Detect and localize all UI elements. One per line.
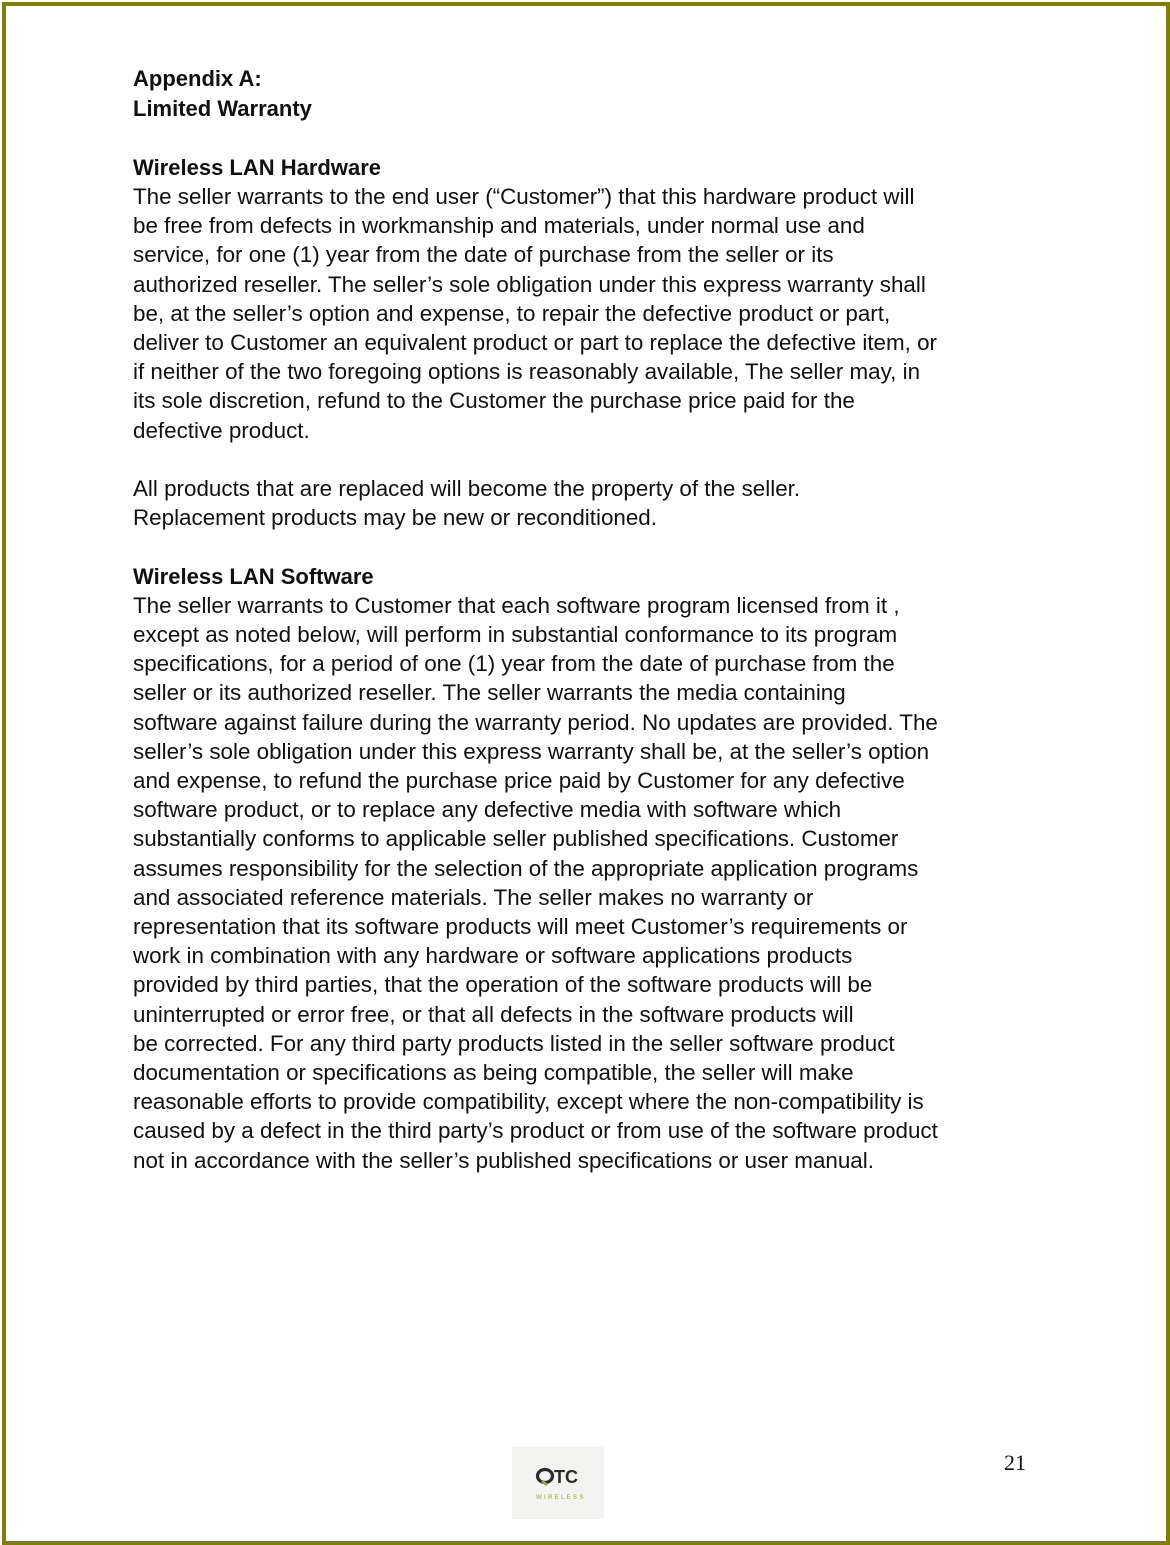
paragraph-line: deliver to Customer an equivalent product or part to replace the defective item, or [133,330,937,355]
paragraph-line: specifications, for a period of one (1) year from the date of purchase from the [133,651,895,677]
paragraph-line: be corrected. For any third party products listed in the seller software product [133,1030,895,1056]
logo-icon [512,1447,604,1519]
paragraph-line: except as noted below, will perform in substantial conformance to its program [133,622,898,647]
paragraph-line: documentation or specifications as being compatible, the seller will make [133,1060,854,1086]
paragraph-line: reasonable efforts to provide compatibility, except where the non-compatibility is [133,1089,924,1115]
paragraph-line: be, at the seller’s option and expense, to repair the defective product or part, [133,300,891,326]
appendix-title-block [133,64,1043,124]
spacer [133,445,1043,474]
appendix-title: Limited Warranty [133,95,312,121]
paragraph-line: not in accordance with the seller’s published specifications or user manual. [133,1147,874,1173]
paragraph-line: uninterrupted or error free, or that all defects in the software products will [133,1001,854,1027]
hardware-paragraph [133,182,1043,445]
paragraph-line: work in combination with any hardware or software applications products [133,943,853,969]
logo-sub-text: WIRELESS [536,1494,586,1501]
paragraph-line: The seller warrants to Customer that each software program licensed from it , [133,592,900,618]
paragraph-line: service, for one (1) year from the date of purchase from the seller or its [133,242,834,268]
paragraph-line: if neither of the two foregoing options is reasonably available, The seller may, in [133,359,921,385]
paragraph-line: caused by a defect in the third party’s product or from use of the software product [133,1118,938,1144]
replacement-paragraph [133,474,1043,532]
paragraph-line: authorized reseller. The seller’s sole obligation under this express warranty shall [133,271,926,297]
spacer [133,124,1043,153]
paragraph-line: be free from defects in workmanship and materials, under normal use and [133,213,865,239]
paragraph-line: and associated reference materials. The seller makes no warranty or [133,884,814,910]
hardware-heading: Wireless LAN Hardware [133,154,382,180]
page-number: 21 [1004,1450,1026,1475]
paragraph-line: The seller warrants to the end user (“Customer”) that this hardware product will [133,183,915,209]
paragraph-line: defective product. [133,417,310,443]
logo-main-text: TC [554,1467,578,1487]
paragraph-line: and expense, to refund the purchase price paid by Customer for any defective [133,768,905,794]
paragraph-line: Replacement products may be new or reconditioned. [133,505,657,531]
paragraph-line: software against failure during the warranty period. No updates are provided. The [133,709,938,735]
paragraph-line: seller or its authorized reseller. The seller warrants the media containing [133,680,846,706]
paragraph-line: representation that its software products will meet Customer’s requirements or [133,914,908,940]
spacer [133,532,1043,561]
paragraph-line: its sole discretion, refund to the Customer the purchase price paid for the [133,388,855,414]
software-heading: Wireless LAN Software [133,563,374,589]
paragraph-line: provided by third parties, that the operation of the software products will be [133,972,873,998]
paragraph-line: assumes responsibility for the selection of the appropriate application programs [133,855,919,881]
paragraph-line: seller’s sole obligation under this express warranty shall be, at the seller’s option [133,738,930,764]
paragraph-line: All products that are replaced will become the property of the seller. [133,476,801,501]
paragraph-line: software product, or to replace any defective media with software which [133,797,842,823]
appendix-label: Appendix A: [133,66,262,91]
paragraph-line: substantially conforms to applicable seller published specifications. Customer [133,826,899,852]
software-paragraph [133,591,1043,1175]
otc-wireless-logo [512,1447,604,1519]
document-body [133,64,1043,1175]
